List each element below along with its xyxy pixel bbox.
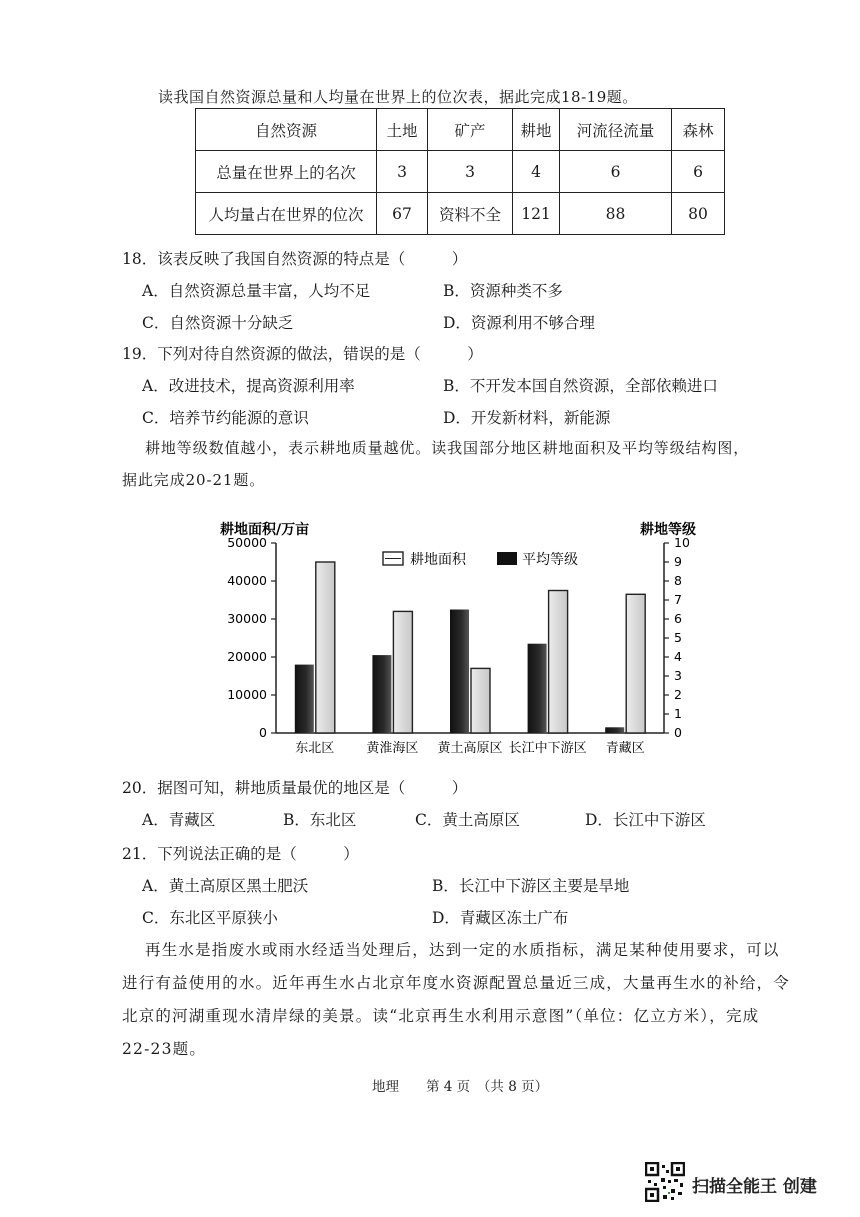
legend-area-label: 耕地面积: [410, 552, 466, 568]
left-axis-tick-label: 0: [259, 725, 267, 740]
water-paragraph-line-4: 22-23题。: [122, 1040, 207, 1058]
table-header-row: [196, 109, 725, 151]
x-axis-category-label: 青藏区: [605, 741, 645, 756]
question-19-option-d: D．开发新材料，新能源: [443, 409, 611, 427]
farmland-chart: [0, 500, 860, 770]
table-cell: 人均量占在世界的位次: [196, 193, 377, 235]
table-cell: 4: [513, 151, 560, 193]
right-axis-tick-label: 4: [674, 649, 682, 664]
right-axis-tick-label: 8: [674, 573, 682, 588]
legend-grade-label: 平均等级: [522, 552, 578, 568]
area-bar: [626, 594, 645, 733]
scanner-brand-label: 扫描全能王 创建: [692, 1177, 817, 1197]
right-axis-tick-label: 1: [674, 706, 682, 721]
right-axis-title: 耕地等级: [640, 522, 696, 538]
table-cell: 6: [672, 151, 725, 193]
table-cell: 6: [560, 151, 672, 193]
chart-intro-line-2: 据此完成20-21题。: [122, 471, 266, 489]
table-cell: 67: [377, 193, 428, 235]
area-bar: [316, 562, 335, 733]
legend-grade-swatch: [497, 552, 517, 565]
grade-bar: [605, 727, 624, 733]
qr-code-icon: [645, 1162, 685, 1202]
water-paragraph-line-3: 北京的河湖重现水清岸绿的美景。读“北京再生水利用示意图”（单位：亿立方米），完成: [122, 1007, 760, 1025]
area-bar: [549, 591, 568, 734]
left-axis-tick-label: 10000: [227, 687, 267, 702]
table-cell: 总量在世界上的名次: [196, 151, 377, 193]
grade-bar: [295, 665, 314, 733]
table-cell: 88: [560, 193, 672, 235]
question-18-option-b: B．资源种类不多: [443, 282, 563, 300]
x-axis-category-label: 黄土高原区: [437, 741, 503, 756]
question-21-option-a: A．黄土高原区黑土肥沃: [142, 877, 309, 895]
question-19-option-a: A．改进技术，提高资源利用率: [142, 377, 355, 395]
question-20-option-d: D．长江中下游区: [585, 811, 706, 829]
resource-rank-table: [195, 108, 725, 235]
table-row: [196, 193, 725, 235]
grade-bar: [450, 610, 469, 734]
table-cell: 资料不全: [428, 193, 513, 235]
x-axis-category-label: 黄淮海区: [366, 741, 419, 756]
table-header-cell: 自然资源: [196, 109, 377, 151]
area-bar: [393, 611, 412, 733]
left-axis-tick-label: 20000: [227, 649, 267, 664]
table-cell: 80: [672, 193, 725, 235]
page-footer: 地理 第 4 页 （共 8 页）: [372, 1079, 549, 1095]
question-18-option-c: C．自然资源十分缺乏: [142, 314, 294, 332]
grade-bar: [372, 655, 391, 733]
question-19-stem: 19．下列对待自然资源的做法，错误的是（ ）: [122, 345, 483, 363]
right-axis-tick-label: 2: [674, 687, 682, 702]
question-21-option-c: C．东北区平原狭小: [142, 909, 278, 927]
question-18-stem: 18．该表反映了我国自然资源的特点是（ ）: [122, 250, 468, 268]
left-axis-tick-label: 40000: [227, 573, 267, 588]
table-intro: 读我国自然资源总量和人均量在世界上的位次表，据此完成18-19题。: [158, 88, 638, 106]
question-20-option-b: B．东北区: [283, 811, 357, 829]
right-axis-tick-label: 5: [674, 630, 682, 645]
table-header-cell: 耕地: [513, 109, 560, 151]
right-axis-tick-label: 10: [674, 535, 690, 550]
question-20-option-c: C．黄土高原区: [415, 811, 520, 829]
x-axis-category-label: 东北区: [295, 741, 335, 756]
table-cell: 121: [513, 193, 560, 235]
grade-bar: [528, 644, 547, 733]
table-header-cell: 土地: [377, 109, 428, 151]
question-20-stem: 20．据图可知，耕地质量最优的地区是（ ）: [122, 779, 468, 797]
table-cell: 3: [428, 151, 513, 193]
question-18-option-a: A．自然资源总量丰富，人均不足: [142, 282, 371, 300]
x-axis-category-label: 长江中下游区: [508, 741, 587, 756]
question-18-option-d: D．资源利用不够合理: [443, 314, 595, 332]
right-axis-tick-label: 7: [674, 592, 682, 607]
water-paragraph-line-1: 再生水是指废水或雨水经适当处理后，达到一定的水质指标，满足某种使用要求，可以: [145, 941, 780, 959]
question-21-option-b: B．长江中下游区主要是旱地: [432, 877, 630, 895]
question-20-option-a: A．青藏区: [142, 811, 216, 829]
question-21-option-d: D．青藏区冻土广布: [432, 909, 569, 927]
table-cell: 3: [377, 151, 428, 193]
question-19-option-b: B．不开发本国自然资源，全部依赖进口: [443, 377, 718, 395]
right-axis-tick-label: 3: [674, 668, 682, 683]
right-axis-tick-label: 9: [674, 554, 682, 569]
right-axis-tick-label: 6: [674, 611, 682, 626]
left-axis-tick-label: 50000: [227, 535, 267, 550]
question-19-option-c: C．培养节约能源的意识: [142, 409, 309, 427]
right-axis-tick-label: 0: [674, 725, 682, 740]
area-bar: [471, 668, 490, 733]
table-header-cell: 森林: [672, 109, 725, 151]
question-21-stem: 21．下列说法正确的是（ ）: [122, 845, 359, 863]
left-axis-title: 耕地面积/万亩: [220, 522, 310, 538]
water-paragraph-line-2: 进行有益使用的水。近年再生水占北京年度水资源配置总量近三成，大量再生水的补给，令: [122, 974, 791, 992]
table-header-cell: 矿产: [428, 109, 513, 151]
left-axis-tick-label: 30000: [227, 611, 267, 626]
table-header-cell: 河流径流量: [560, 109, 672, 151]
table-row: [196, 151, 725, 193]
chart-intro-line-1: 耕地等级数值越小，表示耕地质量越优。读我国部分地区耕地面积及平均等级结构图，: [145, 439, 750, 457]
